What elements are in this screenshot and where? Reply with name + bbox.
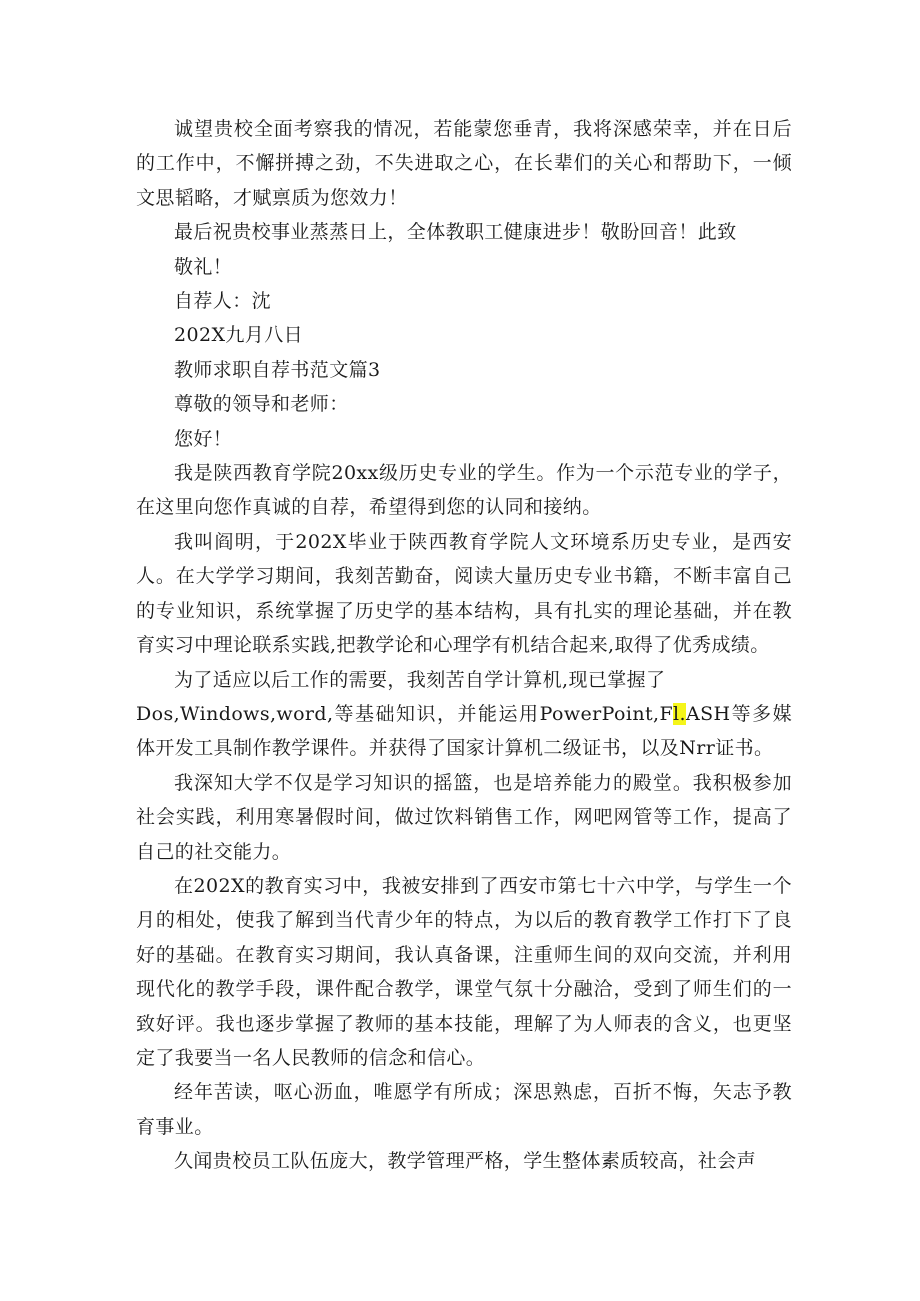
paragraph-computer-skills-lead: 为了适应以后工作的需要，我刻苦自学计算机,现已掌握了	[174, 668, 666, 691]
paragraph-closing-request: 诚望贵校全面考察我的情况，若能蒙您垂青，我将深感荣幸，并在日后的工作中，不懈拼搏之劲，不失进取之心，在长辈们的关心和帮助下，一倾文思韬略，才赋禀质为您效力！	[136, 118, 792, 209]
greeting-hello: 您好！	[174, 427, 233, 450]
paragraph-intro: 我是陕西教育学院20xx级历史专业的学生。作为一个示范专业的学子，在这里向您作真诚的自荐，希望得到您的认同和接纳。	[136, 462, 792, 519]
paragraph-closing-wish: 最后祝贵校事业蒸蒸日上，全体教职工健康进步！敬盼回音！此致	[174, 221, 737, 244]
skills-text-pre: Dos,Windows,word,等基础知识，并能运用PowerPoint,F	[136, 702, 674, 725]
paragraph-school-reputation: 久闻贵校员工队伍庞大，教学管理严格，学生整体素质较高，社会声	[174, 1150, 757, 1173]
paragraph-teaching-internship: 在202X的教育实习中，我被安排到了西安市第七十六中学，与学生一个月的相处，使我了解到当代青少年的特点，为以后的教育教学工作打下了良好的基础。在教育实习期间，我认真备课，注重师生间的双向交流，并利用现代化的教学手段，课件配合教学，课堂气氛十分融洽，受到了师生们的一致好评。我也逐步掌握了教师的基本技能，理解了为人师表的含义，也更坚定了我要当一名人民教师的信念和信心。	[136, 874, 792, 1069]
paragraph-background: 我叫阎明，于202X毕业于陕西教育学院人文环境系历史专业，是西安人。在大学学习期间，我刻苦勤奋，阅读大量历史专业书籍，不断丰富自己的专业知识，系统掌握了历史学的基本结构，具有扎实的理论基础，并在教育实习中理论联系实践,把教学论和心理学有机结合起来,取得了优秀成绩。	[136, 530, 792, 657]
skills-text-post: ASH等多媒体开发工具制作教学课件。并获得了国家计算机二级证书，以及Nrr证书。	[136, 702, 792, 760]
highlighted-text: l.	[673, 702, 686, 725]
signature-line: 自荐人：沈	[174, 290, 272, 313]
salutation-respect: 敬礼！	[174, 255, 233, 278]
greeting-addressee: 尊敬的领导和老师：	[174, 393, 349, 416]
section-heading: 教师求职自荐书范文篇3	[174, 358, 381, 381]
paragraph-dedication: 经年苦读，呕心沥血，唯愿学有所成；深思熟虑，百折不悔，矢志予教育事业。	[136, 1081, 792, 1138]
date-line: 202X九月八日	[174, 324, 303, 347]
paragraph-social-practice: 我深知大学不仅是学习知识的摇篮，也是培养能力的殿堂。我积极参加社会实践，利用寒暑假时间，做过饮料销售工作，网吧网管等工作，提高了自己的社交能力。	[136, 771, 792, 863]
document-body	[136, 112, 792, 1179]
paragraph-computer-skills	[136, 697, 792, 766]
